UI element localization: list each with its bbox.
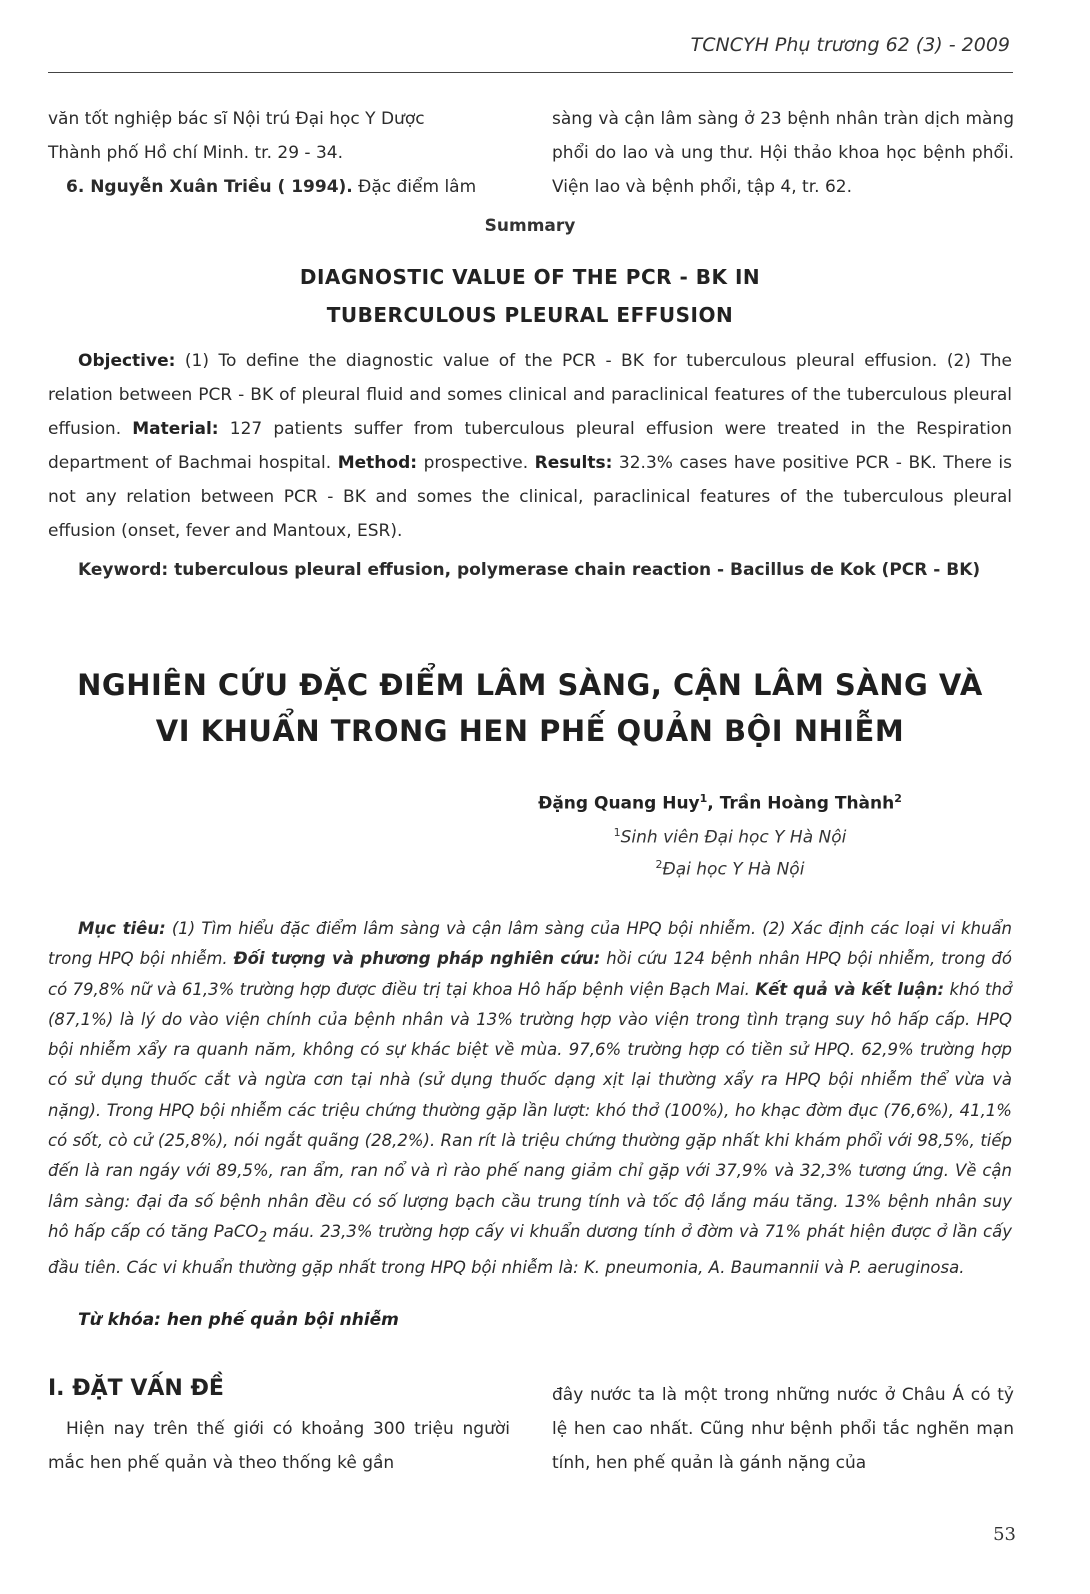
affiliation-1-sup: 1 xyxy=(613,826,621,839)
author-separator: , xyxy=(707,793,720,814)
muc-tieu-text: (1) Tìm hiểu đặc điểm lâm sàng và cận lâm sàng của HPQ bội nhiễm. (2) Xác định các loại vi khuẩn trong HPQ bội nhiễm. xyxy=(48,919,1012,969)
header-rule xyxy=(48,72,1013,73)
objective-label: Objective: xyxy=(78,351,176,371)
english-title xyxy=(0,258,1060,334)
method-label: Method: xyxy=(337,453,418,473)
objective-text: (1) To define the diagnostic value of the PCR - BK for tuberculous pleural effusion. (2) The relation between PCR - BK of pleural fluid and somes clinical and paraclinical features of the tuberculous pleural effusion. xyxy=(48,351,1012,439)
english-abstract xyxy=(48,344,1012,548)
affiliation-2-text: Đại học Y Hà Nội xyxy=(662,859,805,880)
references-left-column xyxy=(48,102,510,204)
intro-right-column xyxy=(552,1378,1014,1480)
intro-right-text: đây nước ta là một trong những nước ở Châu Á có tỷ lệ hen cao nhất. Cũng như bệnh phổi tắc nghẽn mạn tính, hen phế quản là gánh nặng của xyxy=(552,1385,1014,1473)
reference-5-line1: văn tốt nghiệp bác sĩ Nội trú Đại học Y Dược xyxy=(48,109,425,129)
muc-tieu-label: Mục tiêu: xyxy=(78,919,166,938)
doi-tuong-label: Đối tượng và phương pháp nghiên cứu: xyxy=(233,949,601,969)
ket-qua-text: khó thở (87,1%) là lý do vào viện chính của bệnh nhân và 13% trường hợp vào viện trong tình trạng suy hô hấp cấp. HPQ bội nhiễm xẩy ra quanh năm, không có sự khác biệt về mùa. 97,6% trường hợp có tiền sử HPQ. 62,9% trường hợp có sử dụng thuốc cắt và ngừa cơn tại nhà (sử dụng thuốc dạng xịt lại thường xẩy ra HPQ bội nhiễm thể vừa và nặng). Trong HPQ bội nhiễm các triệu chứng thường gặp lần lượt: khó thở (100%), ho khạc đờm đục (76,6%), 41,1% có sốt, cò cử (25,8%), nói ngắt quãng (28,2%). Ran rít là triệu chứng thường gặp nhất khi khám phổi với 98,5%, tiếp đến là ran ngáy với 89,5%, ran ẩm, ran nổ và rì rào phế nang giảm chỉ gặp với 37,9% và 32,3% tương ứng. Về cận lâm sàng: đại đa số bệnh nhân đều có số lượng bạch cầu trung tính và tốc độ lắng máu tăng. 13% bệnh nhân suy hô hấp cấp có tăng PaCO xyxy=(48,979,1012,1241)
vietnamese-abstract xyxy=(48,914,1012,1283)
doi-tuong-text: hồi cứu 124 bệnh nhân HPQ bội nhiễm, trong đó có 79,8% nữ và 61,3% trường hợp được điều trị tại khoa Hô hấp bệnh viện Bạch Mai. xyxy=(48,949,1012,999)
reference-6-continued: sàng và cận lâm sàng ở 23 bệnh nhân tràn dịch màng phổi do lao và ung thư. Hội thảo khoa học bệnh phổi. Viện lao và bệnh phổi, tập 4, tr. 62. xyxy=(552,109,1014,197)
material-label: Material: xyxy=(132,419,219,439)
english-title-line1: DIAGNOSTIC VALUE OF THE PCR - BK IN xyxy=(299,265,761,289)
references-right-column xyxy=(552,102,1014,204)
affiliation-2-sup: 2 xyxy=(655,858,663,871)
reference-6 xyxy=(48,170,510,204)
affiliation-1-text: Sinh viên Đại học Y Hà Nội xyxy=(620,827,847,848)
ket-qua-text-continued: máu. 23,3% trường hợp cấy vi khuẩn dương tính ở đờm và 71% phát hiện được ở lần cấy đầu tiên. Các vi khuẩn thường gặp nhất trong HPQ bội nhiễm là: K. pneumonia, A. Baumannii và P. aeruginosa. xyxy=(48,1221,1012,1277)
section-heading: I. ĐẶT VẤN ĐỀ xyxy=(48,1376,224,1401)
article-title xyxy=(0,662,1060,754)
material-text: 127 patients suffer from tuberculous pleural effusion were treated in the Respiration department of Bachmai hospital. xyxy=(48,419,1012,473)
reference-5-line2: Thành phố Hồ chí Minh. tr. 29 - 34. xyxy=(48,143,343,163)
results-text: 32.3% cases have positive PCR - BK. There is not any relation between PCR - BK and somes the clinical, paraclinical features of the tuberculous pleural effusion (onset, fever and Mantoux, ESR). xyxy=(48,453,1012,541)
author-1-sup: 1 xyxy=(699,792,708,805)
vietnamese-keywords: Từ khóa: hen phế quản bội nhiễm xyxy=(78,1310,399,1330)
author-1: Đặng Quang Huy xyxy=(538,793,700,814)
article-title-line2: VI KHUẨN TRONG HEN PHẾ QUẢN BỘI NHIỄM xyxy=(155,714,905,748)
running-head: TCNCYH Phụ trương 62 (3) - 2009 xyxy=(690,34,1010,56)
page-number: 53 xyxy=(993,1524,1016,1545)
english-abstract-body xyxy=(48,344,1012,548)
english-title-line2: TUBERCULOUS PLEURAL EFFUSION xyxy=(326,303,734,327)
results-label: Results: xyxy=(534,453,613,473)
method-text: prospective. xyxy=(417,453,535,473)
intro-left-column xyxy=(48,1412,510,1480)
summary-label: Summary xyxy=(484,216,576,236)
intro-left-text: Hiện nay trên thế giới có khoảng 300 triệu người mắc hen phế quản và theo thống kê gần xyxy=(48,1419,510,1473)
affiliation-1 xyxy=(530,826,930,848)
ket-qua-label: Kết quả và kết luận: xyxy=(755,979,945,999)
article-title-line1: NGHIÊN CỨU ĐẶC ĐIỂM LÂM SÀNG, CẬN LÂM SÀNG VÀ xyxy=(77,668,983,702)
paco2-subscript: 2 xyxy=(258,1229,268,1246)
reference-6-text: Đặc điểm lâm xyxy=(352,177,477,197)
author-list xyxy=(500,792,940,814)
author-2: Trần Hoàng Thành xyxy=(719,793,895,814)
english-keywords: Keyword: tuberculous pleural effusion, polymerase chain reaction - Bacillus de Kok (PCR - BK) xyxy=(78,560,981,580)
author-2-sup: 2 xyxy=(894,792,902,805)
reference-6-author: 6. Nguyễn Xuân Triều ( 1994). xyxy=(66,177,353,197)
affiliation-2 xyxy=(530,858,930,880)
vietnamese-abstract-body xyxy=(48,914,1012,1283)
